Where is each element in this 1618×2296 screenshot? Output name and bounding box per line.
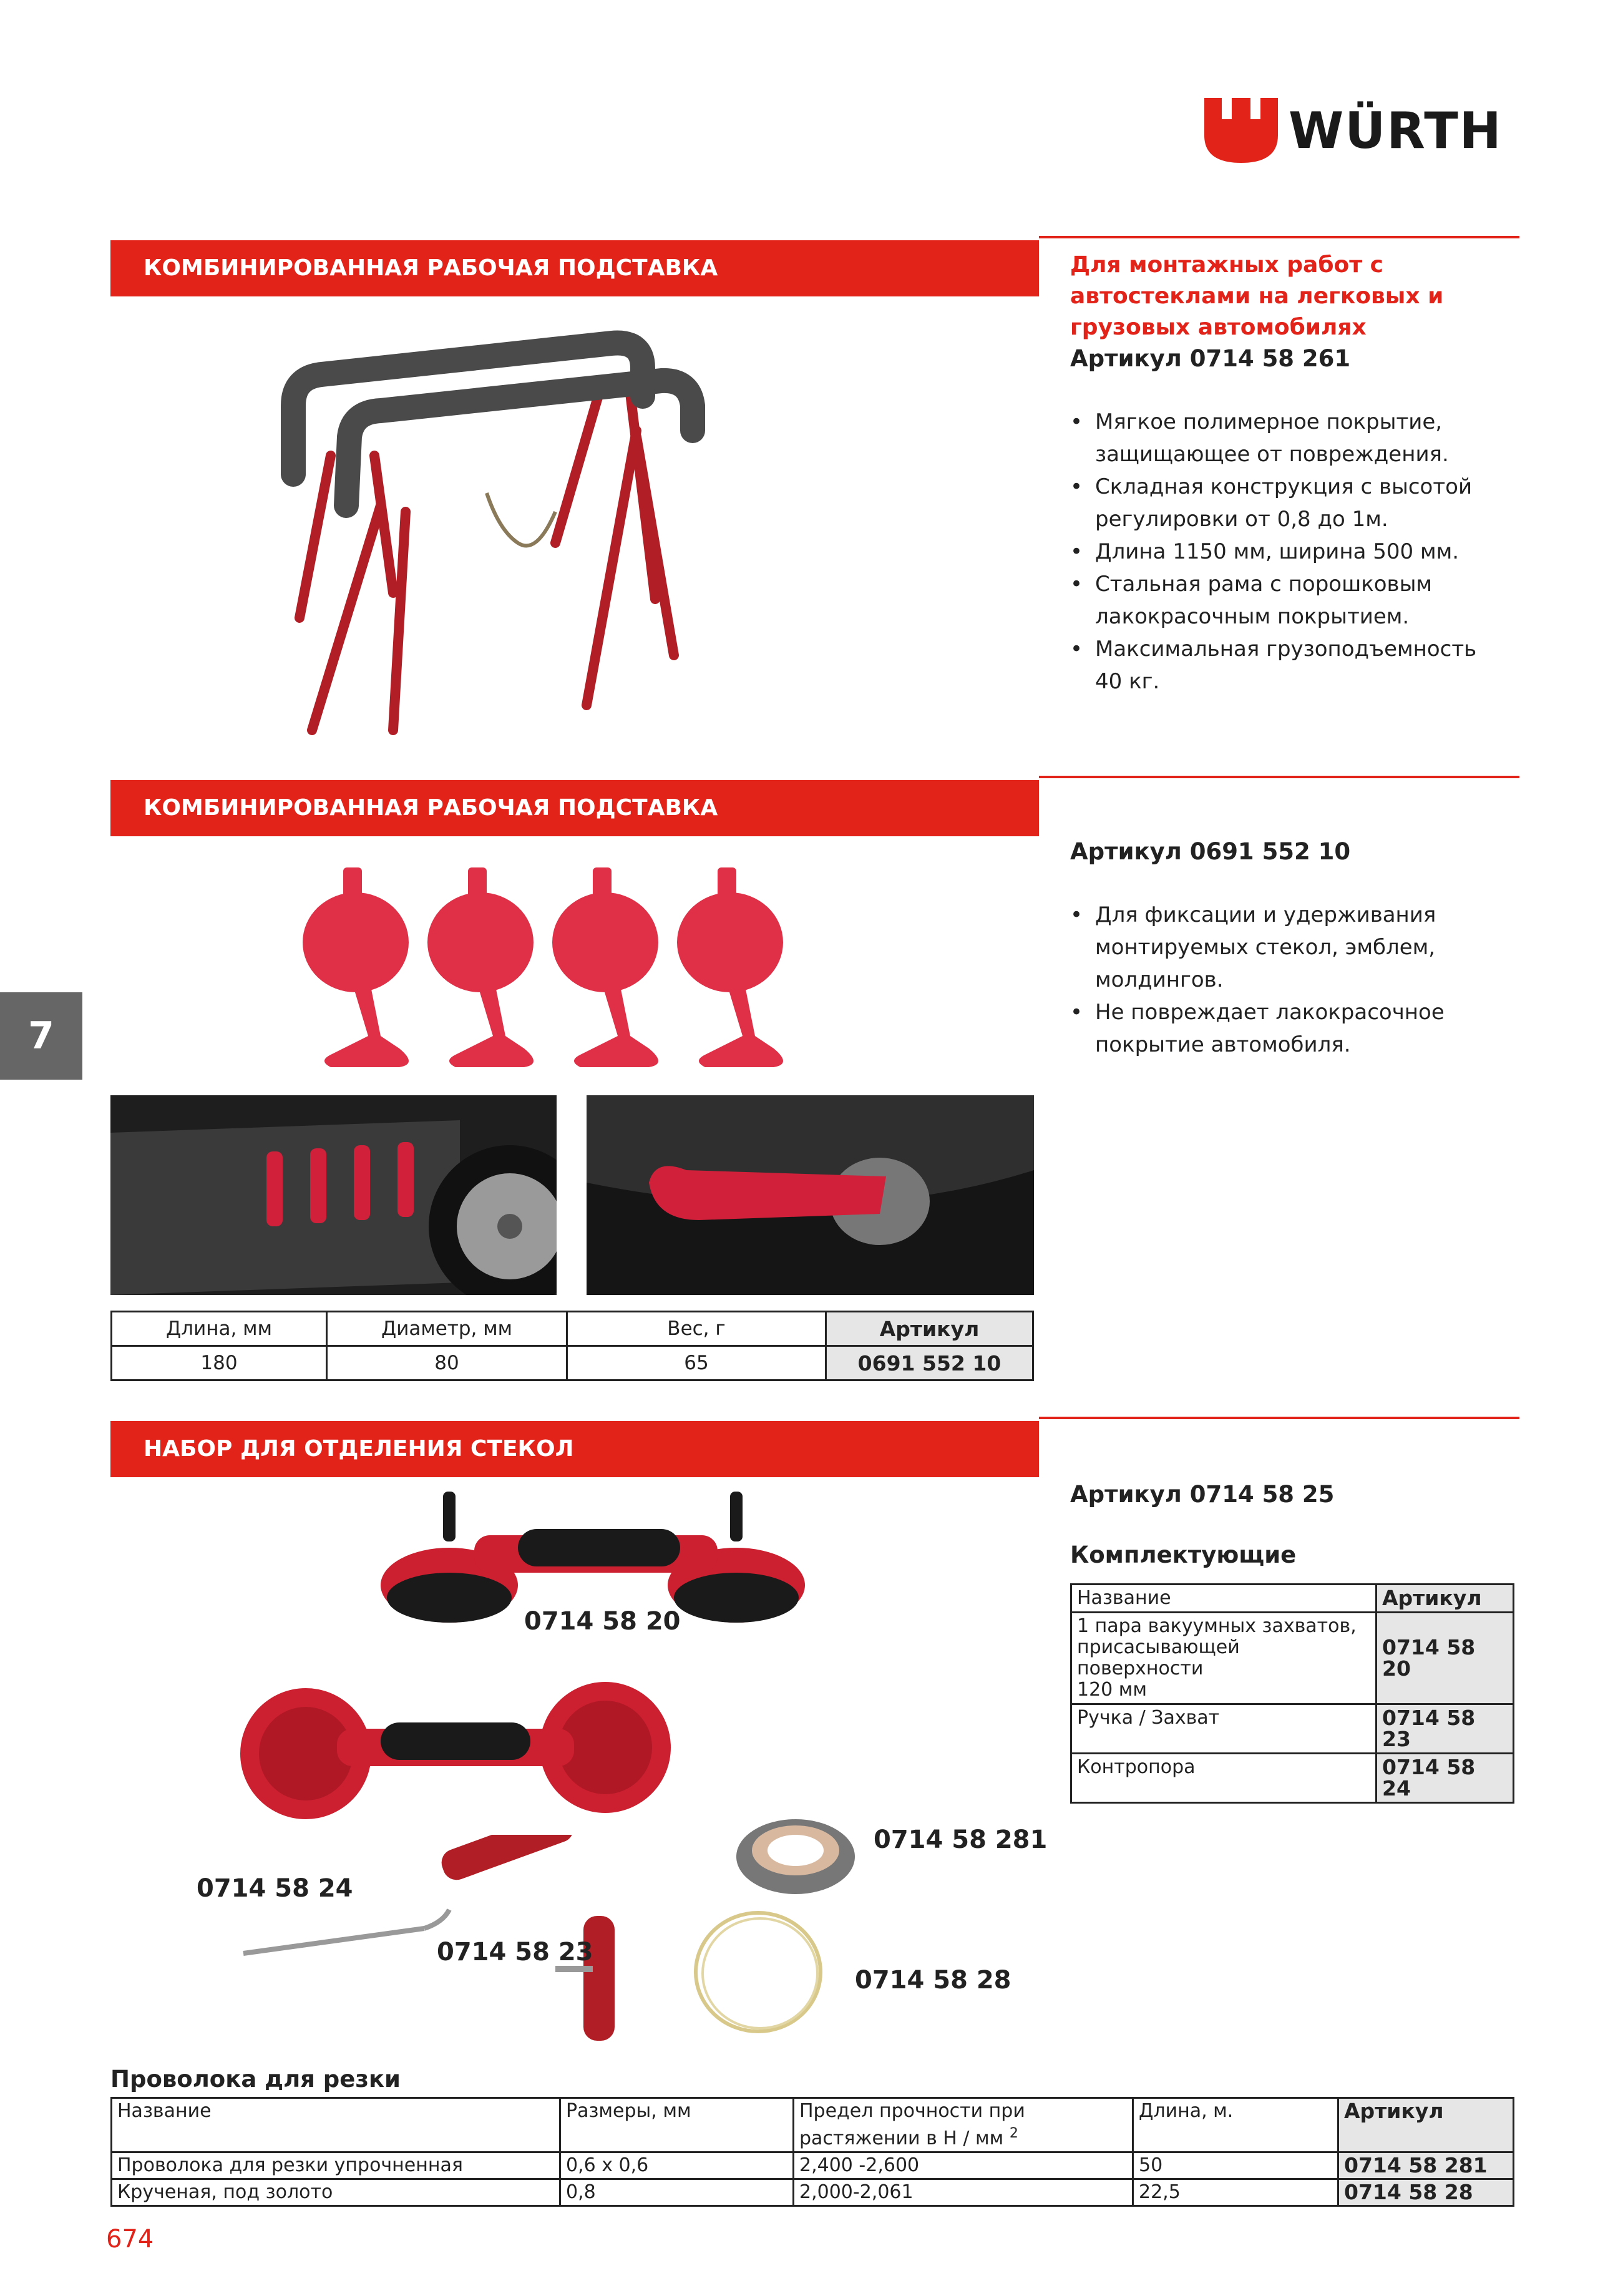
- col-header-length: Длина, м.: [1133, 2098, 1338, 2152]
- components-table: [1070, 1583, 1514, 1804]
- section3-article: Артикул 0714 58 25: [1070, 1481, 1335, 1508]
- cell-strength: 2,400 -2,600: [794, 2152, 1133, 2179]
- part-label-0714-58-281: 0714 58 281: [874, 1825, 1048, 1854]
- table-row: [112, 2152, 1514, 2179]
- col-header-article: Артикул: [1338, 2098, 1514, 2152]
- cell-size: 0,6 x 0,6: [560, 2152, 794, 2179]
- table-row: [1071, 1704, 1514, 1754]
- table-header-row: [112, 2098, 1514, 2152]
- cell-name: Ручка / Захват: [1071, 1704, 1377, 1754]
- list-item: • Максимальная грузоподъемность 40 кг.: [1070, 633, 1507, 698]
- cell-size: 0,8: [560, 2179, 794, 2206]
- list-item: • Для фиксации и удерживания монтируемых стекол, эмблем, молдингов.: [1070, 899, 1507, 996]
- cell-article: 0714 58 23: [1377, 1704, 1514, 1754]
- wire-reel-image: [730, 1810, 861, 1903]
- wire-table: [110, 2097, 1514, 2207]
- section1-heading-line3: грузовых автомобилях: [1070, 315, 1367, 340]
- section2-spec-table: [110, 1311, 1034, 1381]
- cell-article: 0691 552 10: [826, 1346, 1033, 1380]
- col-header-size: Размеры, мм: [560, 2098, 794, 2152]
- section2-feature-list: [1070, 899, 1507, 1061]
- col-header-name: Название: [1071, 1585, 1377, 1613]
- section2-article: Артикул 0691 552 10: [1070, 838, 1351, 865]
- col-header-article: Артикул: [826, 1312, 1033, 1346]
- col-header-weight: Вес, г: [567, 1312, 826, 1346]
- table-header-row: [1071, 1585, 1514, 1613]
- table-row: [1071, 1613, 1514, 1704]
- list-item: • Стальная рама с порошковым лакокрасочным покрытием.: [1070, 568, 1507, 633]
- col-header-strength: Предел прочности при растяжении в Н / мм $^2$: [794, 2098, 1133, 2152]
- col-header-length: Длина, мм: [112, 1312, 327, 1346]
- section3-description: [1070, 1479, 1519, 1568]
- part-label-0714-58-20: 0714 58 20: [524, 1607, 681, 1636]
- page-number: 674: [106, 2225, 154, 2254]
- cell-name: 1 пара вакуумных захватов, присасывающей поверхности 120 мм: [1071, 1613, 1377, 1704]
- section1-feature-list: [1070, 406, 1507, 698]
- part-label-0714-58-24: 0714 58 24: [197, 1874, 353, 1903]
- cell-article: 0714 58 28: [1338, 2179, 1514, 2206]
- suction-cup-pair-image-2: [231, 1679, 680, 1822]
- col-header-name: Название: [112, 2098, 560, 2152]
- cell-article: 0714 58 281: [1338, 2152, 1514, 2179]
- part-label-0714-58-23: 0714 58 23: [437, 1938, 593, 1966]
- table-row: [1071, 1754, 1514, 1803]
- car-door-photo: [110, 1095, 557, 1295]
- gold-wire-coil-image: [686, 1903, 830, 2041]
- section2-description: [1070, 836, 1507, 1061]
- list-item: • Не повреждает лакокрасочное покрытие автомобиля.: [1070, 996, 1507, 1061]
- handle-tool-image: [549, 1916, 636, 2047]
- cell-length: 180: [112, 1346, 327, 1380]
- cell-article: 0714 58 20: [1377, 1613, 1514, 1704]
- table-row: [112, 1346, 1033, 1380]
- cell-diameter: 80: [327, 1346, 567, 1380]
- cell-length: 50: [1133, 2152, 1338, 2179]
- col-header-diameter: Диаметр, мм: [327, 1312, 567, 1346]
- cell-article: 0714 58 24: [1377, 1754, 1514, 1803]
- cell-strength: 2,000-2,061: [794, 2179, 1133, 2206]
- suction-holders-image: [293, 849, 855, 1080]
- section3-band-title: НАБОР ДЛЯ ОТДЕЛЕНИЯ СТЕКОЛ: [110, 1421, 1039, 1477]
- table-header-row: [112, 1312, 1033, 1346]
- chapter-tab: 7: [0, 992, 82, 1080]
- section1-heading-line2: автостеклами на легковых и: [1070, 283, 1444, 309]
- cell-weight: 65: [567, 1346, 826, 1380]
- part-label-0714-58-28: 0714 58 28: [855, 1966, 1011, 1995]
- section1-rule: [1039, 236, 1519, 238]
- cell-length: 22,5: [1133, 2179, 1338, 2206]
- list-item: • Длина 1150 мм, ширина 500 мм.: [1070, 535, 1507, 568]
- cell-name: Проволока для резки упрочненная: [112, 2152, 560, 2179]
- section1-band-title: КОМБИНИРОВАННАЯ РАБОЧАЯ ПОДСТАВКА: [110, 240, 1039, 296]
- wire-table-title: Проволока для резки: [110, 2066, 401, 2093]
- emblem-photo: [587, 1095, 1034, 1295]
- section2-band-title: КОМБИНИРОВАННАЯ РАБОЧАЯ ПОДСТАВКА: [110, 780, 1039, 836]
- section1-heading-line1: Для монтажных работ с: [1070, 252, 1383, 278]
- wurth-logo-icon: [1204, 98, 1278, 163]
- cell-name: Контропора: [1071, 1754, 1377, 1803]
- section1-article: Артикул 0714 58 261: [1070, 345, 1351, 372]
- work-stand-image: [262, 306, 724, 755]
- section3-rule: [1039, 1417, 1519, 1419]
- list-item: • Мягкое полимерное покрытие, защищающее от повреждения.: [1070, 406, 1507, 471]
- brand-name: WÜRTH: [1289, 102, 1503, 160]
- table-row: [112, 2179, 1514, 2206]
- section1-description: [1070, 250, 1507, 698]
- section2-rule: [1039, 776, 1519, 778]
- components-title: Комплектующие: [1070, 1541, 1297, 1568]
- col-header-article: Артикул: [1377, 1585, 1514, 1613]
- cell-name: Крученая, под золото: [112, 2179, 560, 2206]
- list-item: • Складная конструкция с высотой регулировки от 0,8 до 1м.: [1070, 471, 1507, 535]
